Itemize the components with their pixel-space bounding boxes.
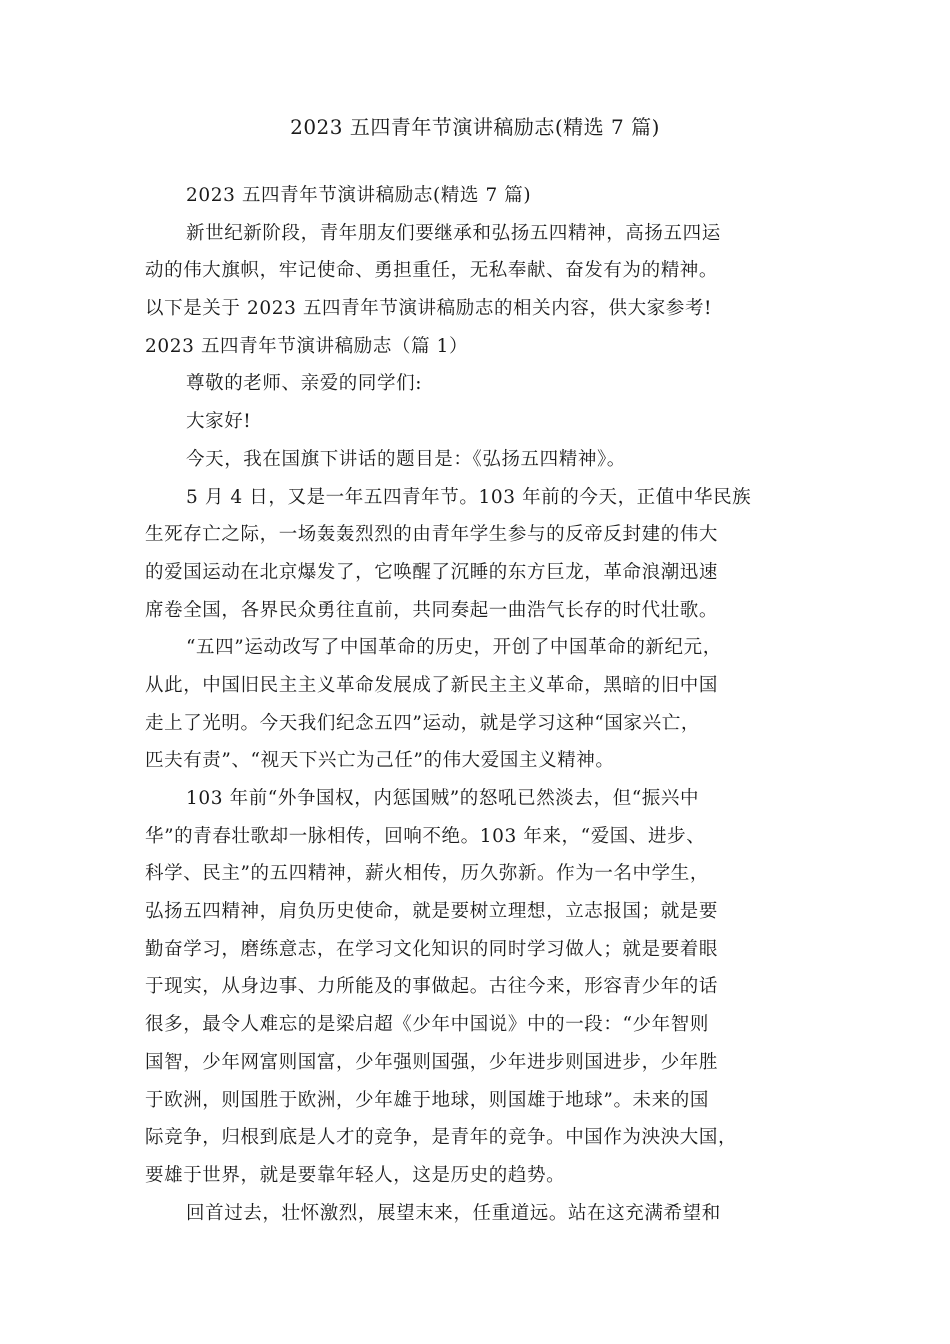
text-line: 回首过去，壮怀激烈，展望末来，任重道远。站在这充满希望和 [186, 1202, 721, 1224]
text-line: 从此，中国旧民主主义革命发展成了新民主主义革命，黑暗的旧中国 [145, 674, 719, 696]
text-line: 科学、民主”的五四精神，薪火相传，历久弥新。作为一名中学生， [145, 863, 709, 885]
document-body [145, 177, 815, 1232]
text-line: 要雄于世界，就是要靠年轻人，这是历史的趋势。 [145, 1164, 566, 1186]
text-line: 以下是关于 2023 五四青年节演讲稿励志的相关内容，供大家参考! [145, 298, 713, 320]
text-line: 新世纪新阶段，青年朋友们要继承和弘扬五四精神，高扬五四运 [186, 222, 721, 244]
text-line: 动的伟大旗帜，牢记使命、勇担重任，无私奉献、奋发有为的精神。 [145, 260, 719, 282]
text-line: 103 年前“外争国权，内惩国贼”的怒吼已然淡去，但“振兴中 [186, 788, 700, 809]
text-line: 5 月 4 日，又是一年五四青年节。103 年前的今天，正值中华民族 [186, 486, 752, 508]
text-line: 2023 五四青年节演讲稿励志(精选 7 篇) [186, 185, 532, 206]
text-line: 生死存亡之际，一场轰轰烈烈的由青年学生参与的反帝反封建的伟大 [145, 524, 719, 546]
text-line: 大家好! [186, 411, 252, 433]
text-line: 2023 五四青年节演讲稿励志（篇 1） [145, 335, 469, 357]
text-line: 今天，我在国旗下讲话的题目是：《弘扬五四精神》。 [186, 448, 626, 470]
document-title: 2023 五四青年节演讲稿励志(精选 7 篇) [290, 115, 660, 139]
text-line: 国智，少年网富则国富，少年强则国强，少年进步则国进步，少年胜 [145, 1051, 719, 1073]
text-line: 走上了光明。今天我们纪念五四”运动，就是学习这种“国家兴亡， [145, 712, 700, 734]
text-line: 尊敬的老师、亲爱的同学们: [186, 373, 423, 395]
text-line: 很多，最令人难忘的是梁启超《少年中国说》中的一段：“少年智则 [145, 1014, 709, 1036]
text-line: “五四”运动改写了中国革命的历史，开创了中国革命的新纪元， [186, 637, 722, 659]
text-line: 华”的青春壮歌却一脉相传，回响不绝。103 年来，“爱国、进步、 [145, 825, 706, 847]
text-line: 于现实，从身边事、力所能及的事做起。古往今来，形容青少年的话 [145, 976, 719, 998]
text-line: 的爱国运动在北京爆发了，它唤醒了沉睡的东方巨龙，革命浪潮迅速 [145, 561, 719, 583]
text-line: 于欧洲，则国胜于欧洲，少年雄于地球，则国雄于地球”。未来的国 [145, 1089, 709, 1111]
text-line: 席卷全国，各界民众勇往直前，共同奏起一曲浩气长存的时代壮歌。 [145, 599, 719, 621]
text-line: 勤奋学习，磨练意志，在学习文化知识的同时学习做人；就是要着眼 [145, 938, 719, 960]
text-line: 弘扬五四精神，肩负历史使命，就是要树立理想，立志报国；就是要 [145, 901, 719, 923]
text-line: 匹夫有责”、“视天下兴亡为己任”的伟大爱国主义精神。 [145, 750, 615, 772]
text-line: 际竞争，归根到底是人才的竞争，是青年的竞争。中国作为泱泱大国， [145, 1127, 738, 1149]
